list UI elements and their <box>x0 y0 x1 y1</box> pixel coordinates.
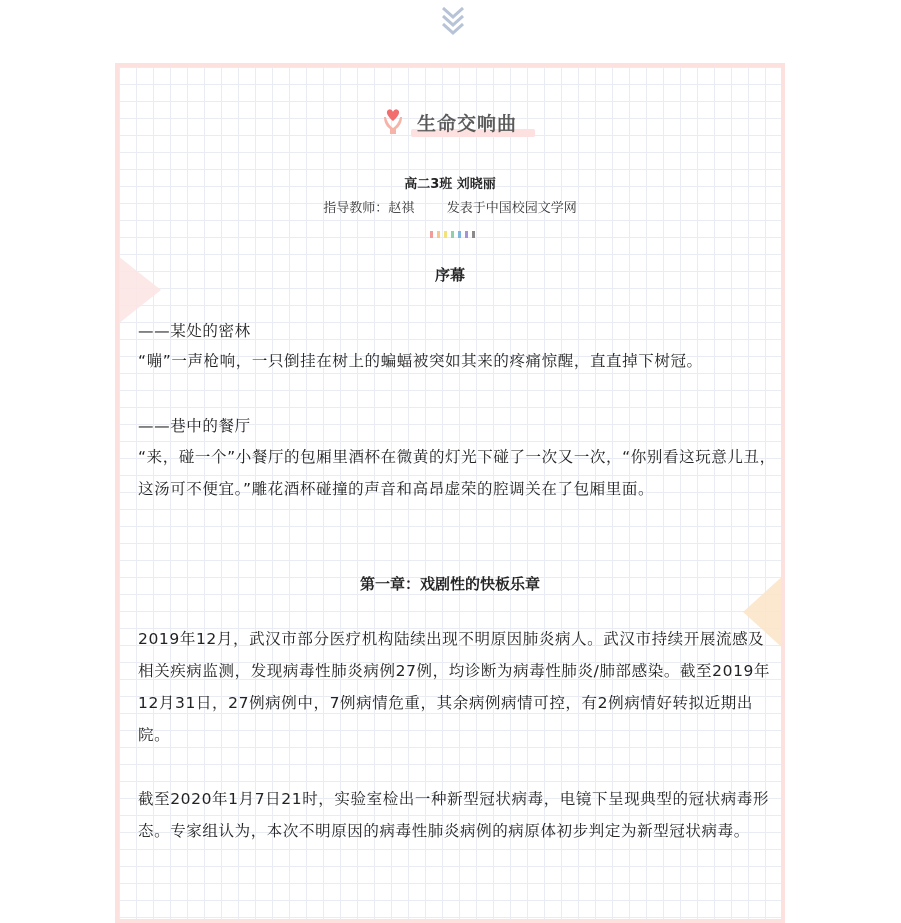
scene1-text: “嘣”一声枪响，一只倒挂在树上的蝙蝠被突如其来的疼痛惊醒，直直掉下树冠。 <box>138 352 703 370</box>
author-line: 高二3班 刘晓丽 <box>404 177 496 192</box>
article-title: 生命交响曲 <box>417 113 518 135</box>
scene2-text: “来，碰一个”小餐厅的包厢里酒杯在微黄的灯光下碰了一次又一次，“你别看这玩意儿丑，这汤可不便宜。”雕花酒杯碰撞的声音和高昂虚荣的腔调关在了包厢里面。 <box>138 448 776 498</box>
double-chevron-down-icon <box>439 4 467 38</box>
scene2-label: ——巷中的餐厅 <box>138 417 251 435</box>
chapter1-paragraph-1: 2019年12月，武汉市部分医疗机构陆续出现不明原因肺炎病人。武汉市持续开展流感及相关疾病监测，发现病毒性肺炎病例27例，均诊断为病毒性肺炎/肺部感染。截至2019年12月31日，27例病例中，7例病情危重，其余病例病情可控，有2例病情好转拟近期出院。 <box>138 630 771 744</box>
scene1-label: ——某处的密林 <box>138 322 251 340</box>
advisor-line <box>119 197 781 216</box>
prologue-heading: 序幕 <box>434 266 465 284</box>
published-source: 发表于中国校园文学网 <box>446 201 577 216</box>
color-dots-divider <box>430 223 479 231</box>
advisor-label: 指导教师：赵祺 <box>323 201 415 216</box>
article-card <box>115 63 785 923</box>
chapter1-paragraph-2: 截至2020年1月7日21时，实验室检出一种新型冠状病毒，电镜下呈现典型的冠状病毒形态。专家组认为，本次不明原因的病毒性肺炎病例的病原体初步判定为新型冠状病毒。 <box>138 790 770 840</box>
heart-hands-icon <box>381 107 405 135</box>
chapter1-heading: 第一章：戏剧性的快板乐章 <box>359 575 540 593</box>
